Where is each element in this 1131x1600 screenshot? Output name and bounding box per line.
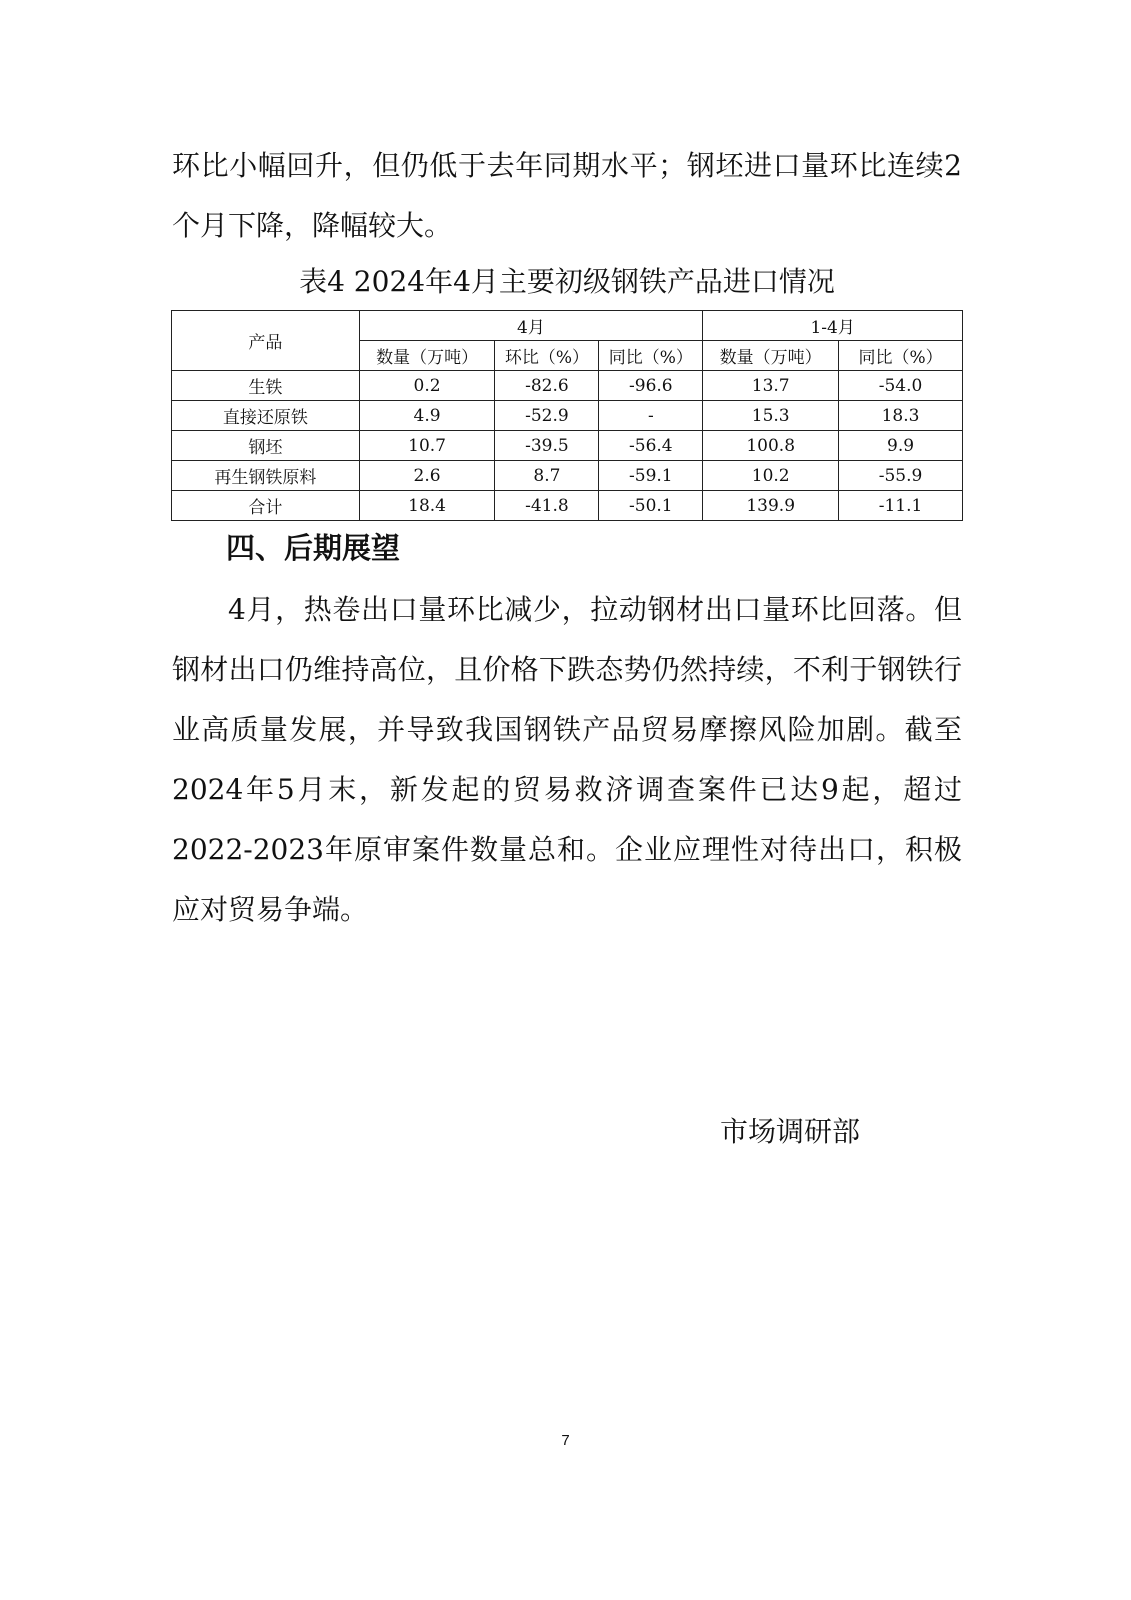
intro-paragraph: 环比小幅回升，但仍低于去年同期水平；钢坯进口量环比连续2个月下降，降幅较大。 bbox=[172, 149, 962, 242]
table-row bbox=[172, 401, 963, 431]
cell-ytd-qty: 13.7 bbox=[703, 371, 839, 401]
cell-product: 直接还原铁 bbox=[172, 401, 360, 431]
table-row bbox=[172, 431, 963, 461]
cell-qty: 18.4 bbox=[359, 491, 495, 521]
cell-mom: -39.5 bbox=[495, 431, 599, 461]
cell-ytd-qty: 100.8 bbox=[703, 431, 839, 461]
product-header: 产品 bbox=[172, 311, 360, 371]
table-row bbox=[172, 461, 963, 491]
cell-mom: -52.9 bbox=[495, 401, 599, 431]
cell-mom: -41.8 bbox=[495, 491, 599, 521]
cell-qty: 2.6 bbox=[359, 461, 495, 491]
cell-product: 合计 bbox=[172, 491, 360, 521]
cell-ytd-yoy: -55.9 bbox=[839, 461, 963, 491]
cell-qty: 0.2 bbox=[359, 371, 495, 401]
cell-ytd-yoy: -54.0 bbox=[839, 371, 963, 401]
cell-yoy: -50.1 bbox=[599, 491, 703, 521]
cell-qty: 4.9 bbox=[359, 401, 495, 431]
sub-header: 同比（%） bbox=[599, 341, 703, 371]
sub-header: 数量（万吨） bbox=[359, 341, 495, 371]
cell-yoy: -96.6 bbox=[599, 371, 703, 401]
cell-product: 钢坯 bbox=[172, 431, 360, 461]
cell-ytd-qty: 10.2 bbox=[703, 461, 839, 491]
cell-ytd-yoy: -11.1 bbox=[839, 491, 963, 521]
cell-yoy: - bbox=[599, 401, 703, 431]
signature: 市场调研部 bbox=[720, 1115, 861, 1148]
cell-product: 再生钢铁原料 bbox=[172, 461, 360, 491]
cell-ytd-yoy: 18.3 bbox=[839, 401, 963, 431]
page-number: 7 bbox=[561, 1432, 570, 1449]
cell-yoy: -59.1 bbox=[599, 461, 703, 491]
cell-mom: 8.7 bbox=[495, 461, 599, 491]
table-row bbox=[172, 491, 963, 521]
cell-yoy: -56.4 bbox=[599, 431, 703, 461]
april-group-header: 4月 bbox=[359, 311, 703, 341]
outlook-paragraph: 4月，热卷出口量环比减少，拉动钢材出口量环比回落。但钢材出口仍维持高位，且价格下跌态势仍然持续，不利于钢铁行业高质量发展，并导致我国钢铁产品贸易摩擦风险加剧。截至2024年5月末，新发起的贸易救济调查案件已达9起，超过2022-2023年原审案件数量总和。企业应理性对待出口，积极应对贸易争端。 bbox=[172, 593, 962, 926]
import-table bbox=[171, 310, 963, 521]
cell-product: 生铁 bbox=[172, 371, 360, 401]
cell-qty: 10.7 bbox=[359, 431, 495, 461]
table-row bbox=[172, 371, 963, 401]
cell-ytd-qty: 15.3 bbox=[703, 401, 839, 431]
ytd-group-header: 1-4月 bbox=[703, 311, 963, 341]
sub-header: 环比（%） bbox=[495, 341, 599, 371]
cell-ytd-qty: 139.9 bbox=[703, 491, 839, 521]
section-heading: 四、后期展望 bbox=[226, 531, 401, 565]
table-caption: 表4 2024年4月主要初级钢铁产品进口情况 bbox=[299, 265, 835, 298]
sub-header: 数量（万吨） bbox=[703, 341, 839, 371]
sub-header: 同比（%） bbox=[839, 341, 963, 371]
cell-mom: -82.6 bbox=[495, 371, 599, 401]
cell-ytd-yoy: 9.9 bbox=[839, 431, 963, 461]
